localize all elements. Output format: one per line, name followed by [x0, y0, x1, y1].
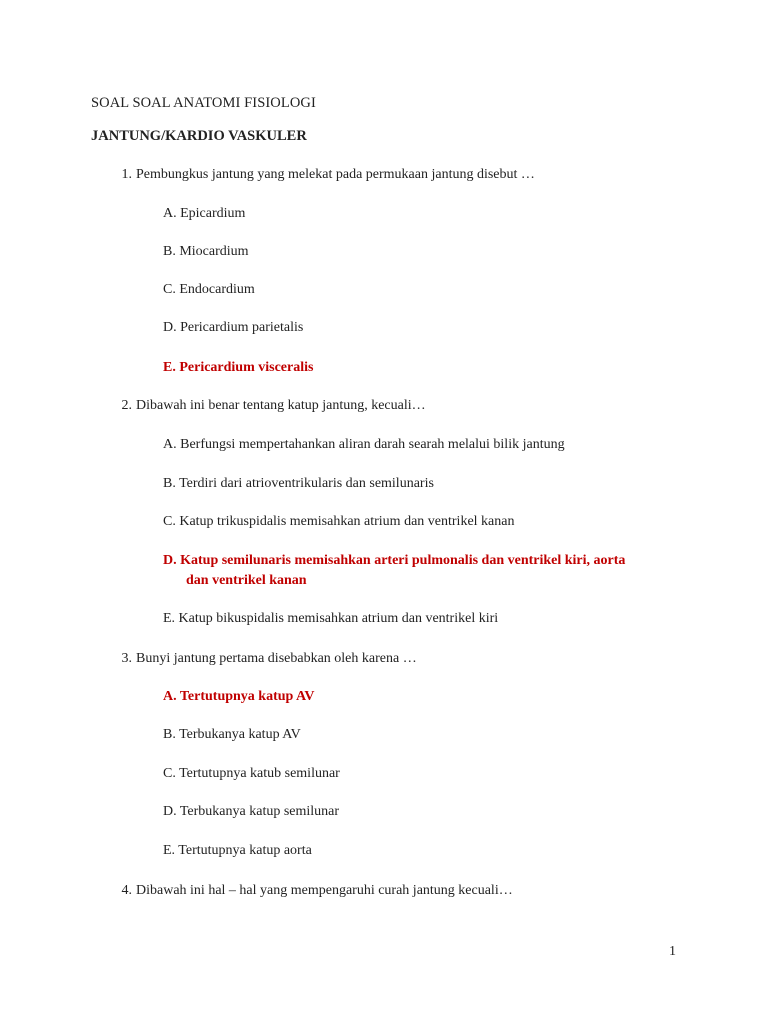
- option-1c: C. Endocardium: [163, 282, 255, 297]
- option-3a-correct-answer: A. Tertutupnya katup AV: [163, 689, 315, 704]
- document-subtitle: JANTUNG/KARDIO VASKULER: [91, 128, 307, 144]
- question-number: 1.: [121, 167, 132, 182]
- question-text: Dibawah ini hal – hal yang mempengaruhi curah jantung kecuali…: [136, 883, 513, 898]
- option-3c: C. Tertutupnya katub semilunar: [163, 766, 340, 781]
- option-2a: A. Berfungsi mempertahankan aliran darah searah melalui bilik jantung: [163, 437, 565, 452]
- option-2d-correct-answer: D. Katup semilunaris memisahkan arteri pulmonalis dan ventrikel kiri, aorta: [163, 553, 626, 568]
- option-1a: A. Epicardium: [163, 206, 246, 221]
- question-text: Dibawah ini benar tentang katup jantung, kecuali…: [136, 398, 426, 413]
- question-number: 2.: [121, 398, 132, 413]
- option-3b: B. Terbukanya katup AV: [163, 727, 301, 742]
- option-2d-continuation: dan ventrikel kanan: [186, 573, 307, 588]
- option-3d: D. Terbukanya katup semilunar: [163, 804, 340, 819]
- option-1d: D. Pericardium parietalis: [163, 320, 304, 335]
- option-3e: E. Tertutupnya katup aorta: [163, 843, 312, 858]
- option-1e-correct-answer: E. Pericardium visceralis: [163, 360, 314, 375]
- option-1b: B. Miocardium: [163, 244, 249, 259]
- document-title: SOAL SOAL ANATOMI FISIOLOGI: [91, 95, 316, 111]
- question-number: 3.: [121, 651, 132, 666]
- question-number: 4.: [121, 883, 132, 898]
- page-number: 1: [669, 944, 676, 959]
- question-text: Pembungkus jantung yang melekat pada permukaan jantung disebut …: [136, 167, 535, 182]
- option-2c: C. Katup trikuspidalis memisahkan atrium dan ventrikel kanan: [163, 514, 515, 529]
- question-text: Bunyi jantung pertama disebabkan oleh karena …: [136, 651, 417, 666]
- option-2e: E. Katup bikuspidalis memisahkan atrium dan ventrikel kiri: [163, 611, 499, 626]
- option-2b: B. Terdiri dari atrioventrikularis dan semilunaris: [163, 476, 434, 491]
